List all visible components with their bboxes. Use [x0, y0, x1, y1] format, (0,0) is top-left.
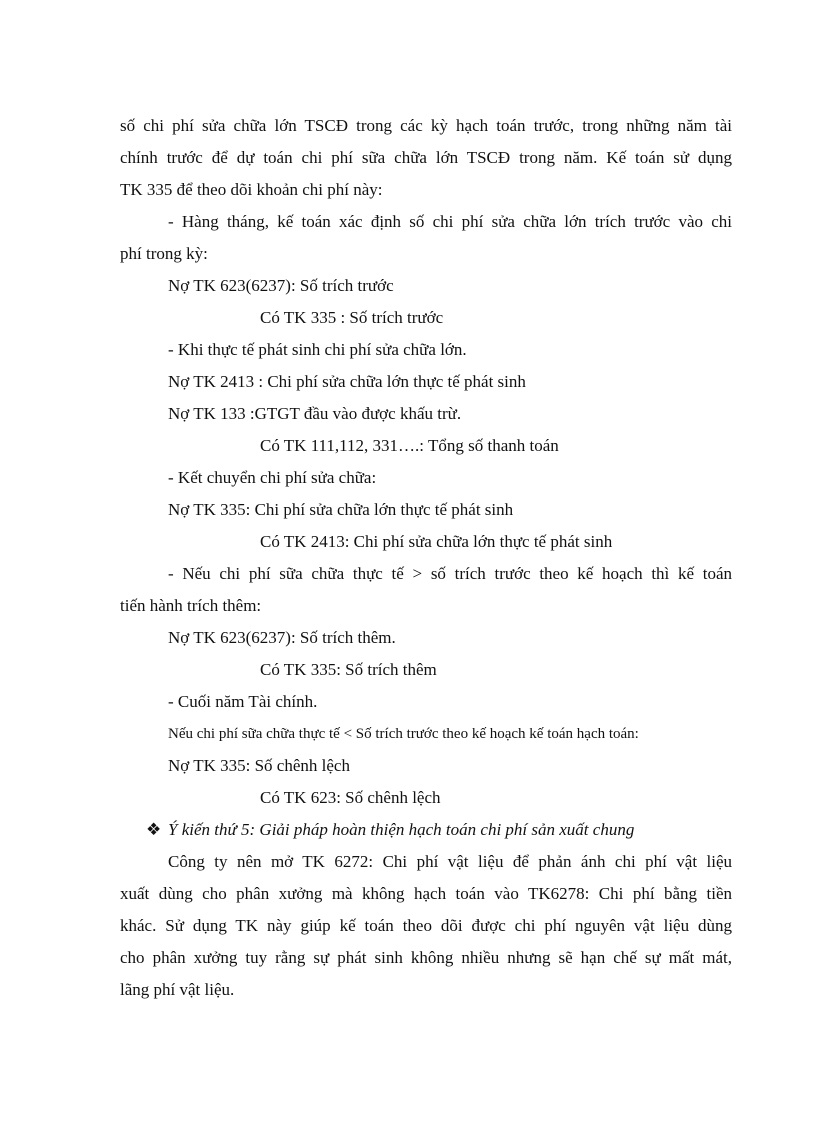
paragraph-line: phí trong kỳ: — [120, 244, 208, 263]
paragraph-line: Nếu chi phí sữa chữa thực tế < Số trích trước theo kế hoạch kế toán hạch toán: — [168, 726, 639, 742]
paragraph-line: lãng phí vật liệu. — [120, 980, 235, 999]
paragraph-line: - Khi thực tế phát sinh chi phí sửa chữa lớn. — [168, 340, 467, 359]
paragraph-line: TK 335 để theo dõi khoản chi phí này: — [120, 180, 383, 199]
entry-line: Nợ TK 623(6237): Số trích thêm. — [168, 628, 396, 647]
paragraph-line: - Nếu chi phí sữa chữa thực tế > số trích trước theo kế hoạch thì kế toán — [168, 564, 732, 583]
paragraph-line: tiến hành trích thêm: — [120, 596, 262, 615]
paragraph-line: chính trước để dự toán chi phí sữa chữa lớn TSCĐ trong năm. Kế toán sử dụng — [120, 148, 732, 167]
paragraph-line: Công ty nên mở TK 6272: Chi phí vật liệu để phản ánh chi phí vật liệu — [168, 852, 732, 871]
entry-line: Nợ TK 133 :GTGT đầu vào được khấu trừ. — [168, 404, 462, 423]
diamond-bullet-icon: ❖ — [146, 820, 162, 839]
entry-line: Có TK 111,112, 331….: Tổng số thanh toán — [260, 436, 559, 455]
entry-line: Có TK 623: Số chênh lệch — [260, 788, 441, 807]
section-heading — [120, 814, 732, 846]
paragraph-line: khác. Sử dụng TK này giúp kế toán theo dõi được chi phí nguyên vật liệu dùng — [120, 916, 732, 935]
paragraph-line: cho phân xưởng tuy rằng sự phát sinh không nhiều nhưng sẽ hạn chế sự mất mát, — [120, 948, 732, 967]
entry-line: Có TK 335 : Số trích trước — [260, 308, 444, 327]
paragraph-line: - Kết chuyển chi phí sửa chữa: — [168, 468, 377, 487]
entry-line: Nợ TK 335: Chi phí sửa chữa lớn thực tế phát sinh — [168, 500, 514, 519]
paragraph-line: số chi phí sửa chữa lớn TSCĐ trong các kỳ hạch toán trước, trong những năm tài — [120, 116, 732, 135]
entry-line: Nợ TK 335: Số chênh lệch — [168, 756, 350, 775]
entry-line: Nợ TK 623(6237): Số trích trước — [168, 276, 394, 295]
entry-line: Nợ TK 2413 : Chi phí sửa chữa lớn thực tế phát sinh — [168, 372, 526, 391]
entry-line: Có TK 2413: Chi phí sửa chữa lớn thực tế phát sinh — [260, 532, 613, 551]
paragraph-line: xuất dùng cho phân xưởng mà không hạch toán vào TK6278: Chi phí bằng tiền — [120, 884, 732, 903]
section-heading-text: Ý kiến thứ 5: Giải pháp hoàn thiện hạch toán chi phí sản xuất chung — [168, 820, 635, 839]
paragraph-line: - Cuối năm Tài chính. — [168, 692, 318, 711]
paragraph-line: - Hàng tháng, kế toán xác định số chi phí sửa chữa lớn trích trước vào chi — [168, 212, 732, 231]
entry-line: Có TK 335: Số trích thêm — [260, 660, 437, 679]
document-body — [120, 110, 732, 1006]
